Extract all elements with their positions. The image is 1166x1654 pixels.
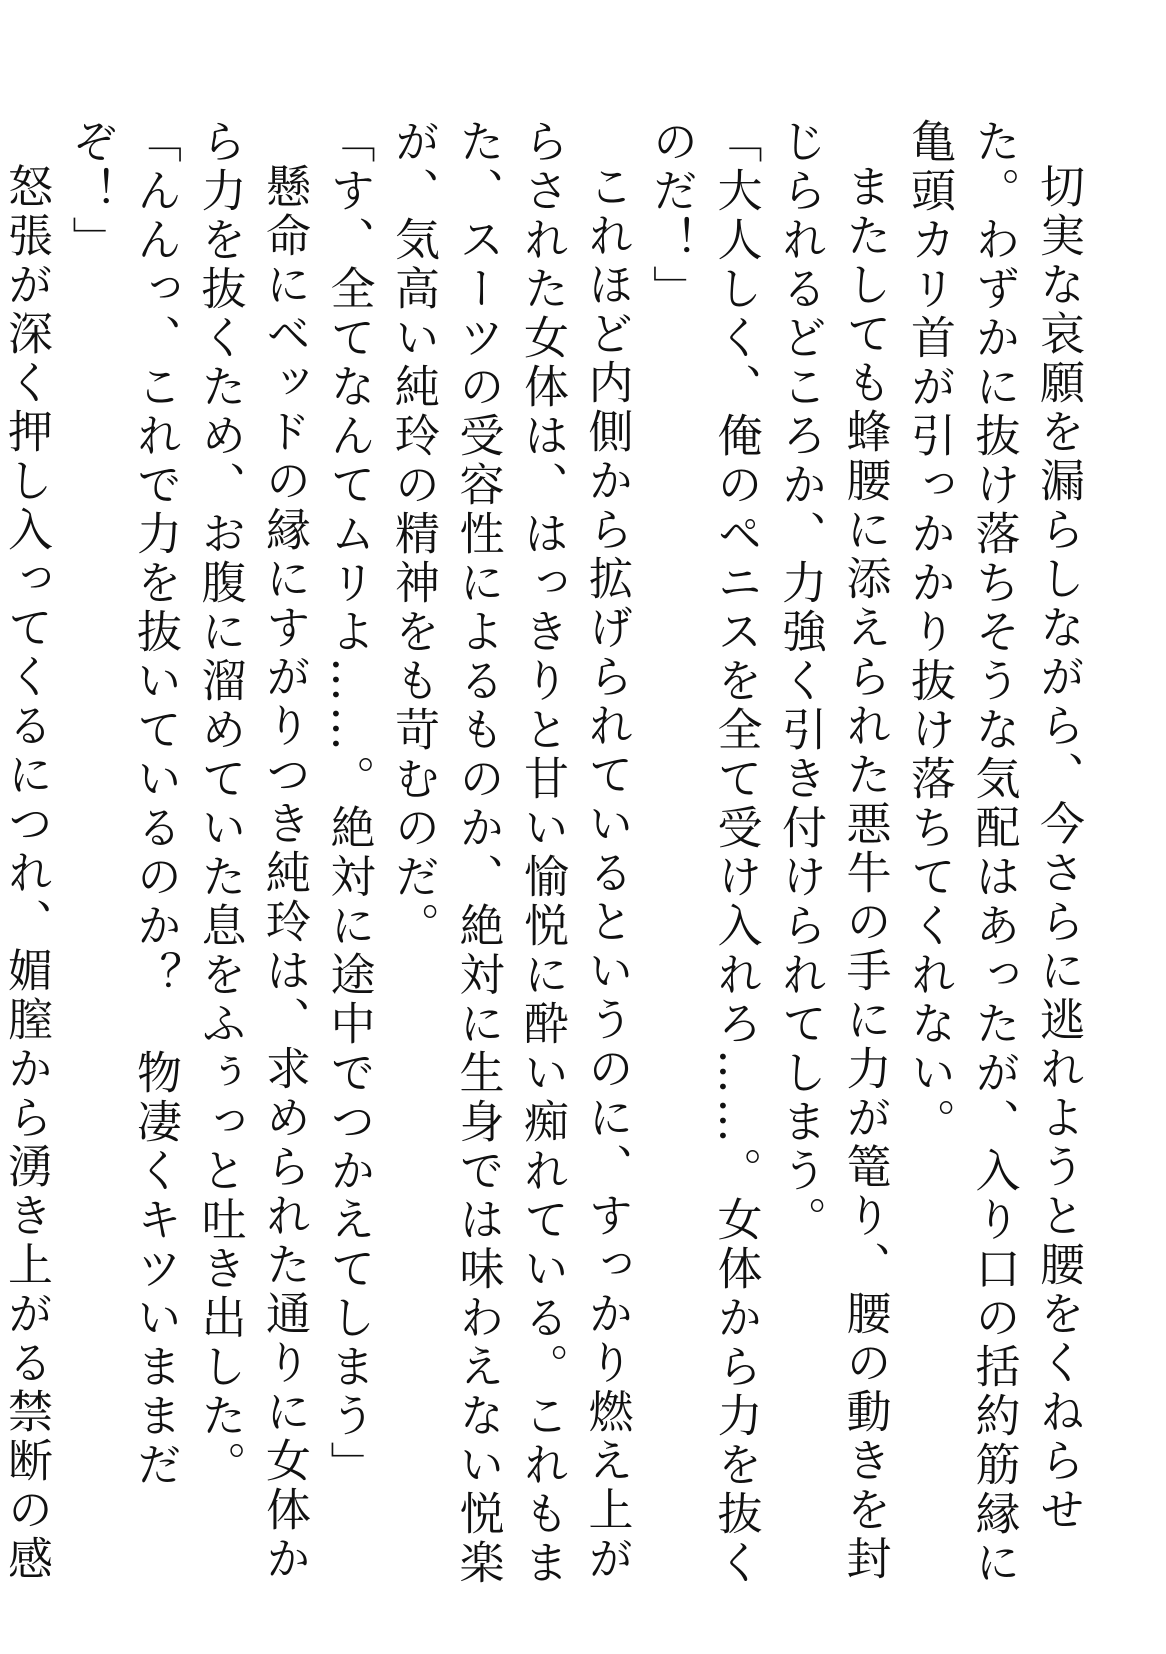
paragraph-1: 切実な哀願を漏らしながら、今さらに逃れようと腰をくねらせた。わずかに抜け落ちそうな気配はあったが、入り口の括約筋縁に亀頭カリ首が引っかかり抜け落ちてくれない。: [903, 118, 1085, 1588]
dialogue-1: 「大人しく、俺のペニスを全て受け入れろ……。女体から力を抜くのだ！」: [645, 118, 763, 1588]
paragraph-2: またしても蜂腰に添えられた悪牛の手に力が篭り、腰の動きを封じられるどころか、力強く引き付けられてしまう。: [774, 118, 892, 1584]
vertical-text-body: [0, 118, 1090, 1588]
dialogue-3: 「んんっ、これで力を抜いているのか？ 物凄くキツいままだぞ！」: [64, 118, 182, 1490]
paragraph-5: 怒張が深く押し入ってくるにつれ、媚膣から湧き上がる禁断の感: [0, 163, 53, 1584]
dialogue-2: 「す、全てなんてムリよ……。絶対に途中でつかえてしまう」: [322, 118, 376, 1490]
paragraph-4: 懸命にベッドの縁にすがりつき純玲は、求められた通りに女体から力を抜くため、お腹に溜めていた息をふぅっと吐き出した。: [193, 118, 311, 1584]
paragraph-3: これほど内側から拡げられているというのに、すっかり燃え上がらされた女体は、はっきりと甘い愉悦に酔い痴れている。これもまた、スーツの受容性によるものか、絶対に生身では味わえない悦楽が、気高い純玲の精神をも苛むのだ。: [387, 118, 634, 1588]
